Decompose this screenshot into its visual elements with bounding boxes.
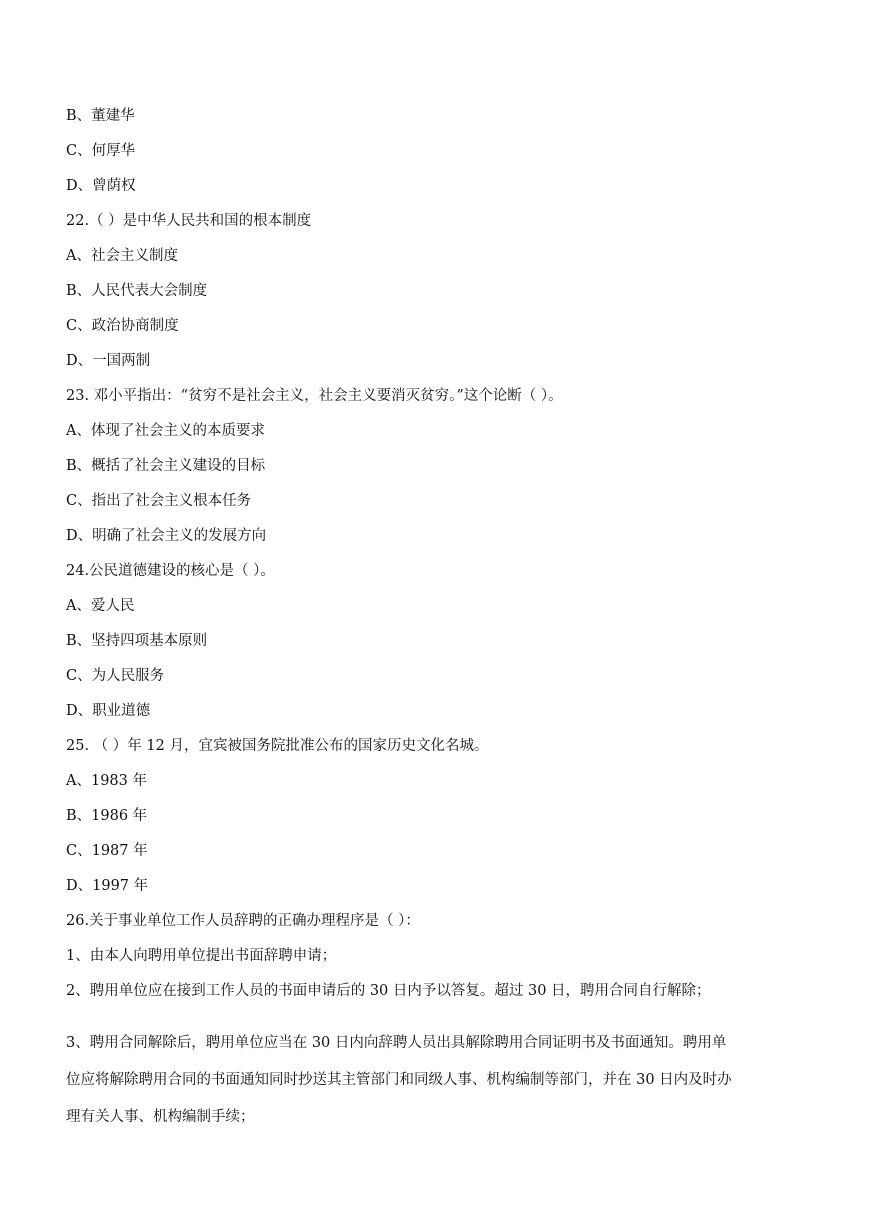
option-b-q23: B、概括了社会主义建设的目标 (66, 458, 266, 474)
question-25: 25. （ ）年 12 月，宜宾被国务院批准公布的国家历史文化名城。 (66, 738, 489, 754)
option-b-q25: B、1986 年 (66, 808, 148, 824)
step-3-q26-line-1: 3、聘用合同解除后，聘用单位应当在 30 日内向辞聘人员出具解除聘用合同证明书及书面通知。聘用单 (66, 1035, 727, 1051)
option-c-q21: C、何厚华 (66, 143, 136, 159)
question-26: 26.关于事业单位工作人员辞聘的正确办理程序是（ ）： (66, 913, 420, 929)
option-c-q23: C、指出了社会主义根本任务 (66, 493, 252, 509)
option-a-q25: A、1983 年 (66, 773, 147, 789)
option-c-q22: C、政治协商制度 (66, 318, 179, 334)
question-24: 24.公民道德建设的核心是（ ）。 (66, 563, 275, 579)
step-1-q26: 1、由本人向聘用单位提出书面辞聘申请； (66, 948, 337, 964)
option-c-q24: C、为人民服务 (66, 668, 165, 684)
question-23: 23. 邓小平指出：“贫穷不是社会主义，社会主义要消灭贫穷。”这个论断（ ）。 (66, 388, 563, 404)
option-c-q25: C、1987 年 (66, 843, 148, 859)
step-2-q26: 2、聘用单位应在接到工作人员的书面申请后的 30 日内予以答复。超过 30 日，聘用合同自行解除； (66, 983, 711, 999)
option-b-q22: B、人民代表大会制度 (66, 283, 208, 299)
option-b-q24: B、坚持四项基本原则 (66, 633, 208, 649)
option-b-q21: B、董建华 (66, 108, 135, 124)
option-a-q22: A、社会主义制度 (66, 248, 178, 264)
step-3-q26-line-3: 理有关人事、机构编制手续； (66, 1109, 255, 1125)
step-3-q26-line-2: 位应将解除聘用合同的书面通知同时抄送其主管部门和同级人事、机构编制等部门，并在 30 日内及时办 (66, 1072, 732, 1088)
option-d-q21: D、曾荫权 (66, 178, 136, 194)
option-d-q25: D、1997 年 (66, 878, 149, 894)
option-d-q22: D、一国两制 (66, 353, 151, 369)
option-d-q24: D、职业道德 (66, 703, 151, 719)
option-a-q24: A、爱人民 (66, 598, 135, 614)
option-a-q23: A、体现了社会主义的本质要求 (66, 423, 265, 439)
question-22: 22.（ ）是中华人民共和国的根本制度 (66, 213, 312, 229)
option-d-q23: D、明确了社会主义的发展方向 (66, 528, 267, 544)
